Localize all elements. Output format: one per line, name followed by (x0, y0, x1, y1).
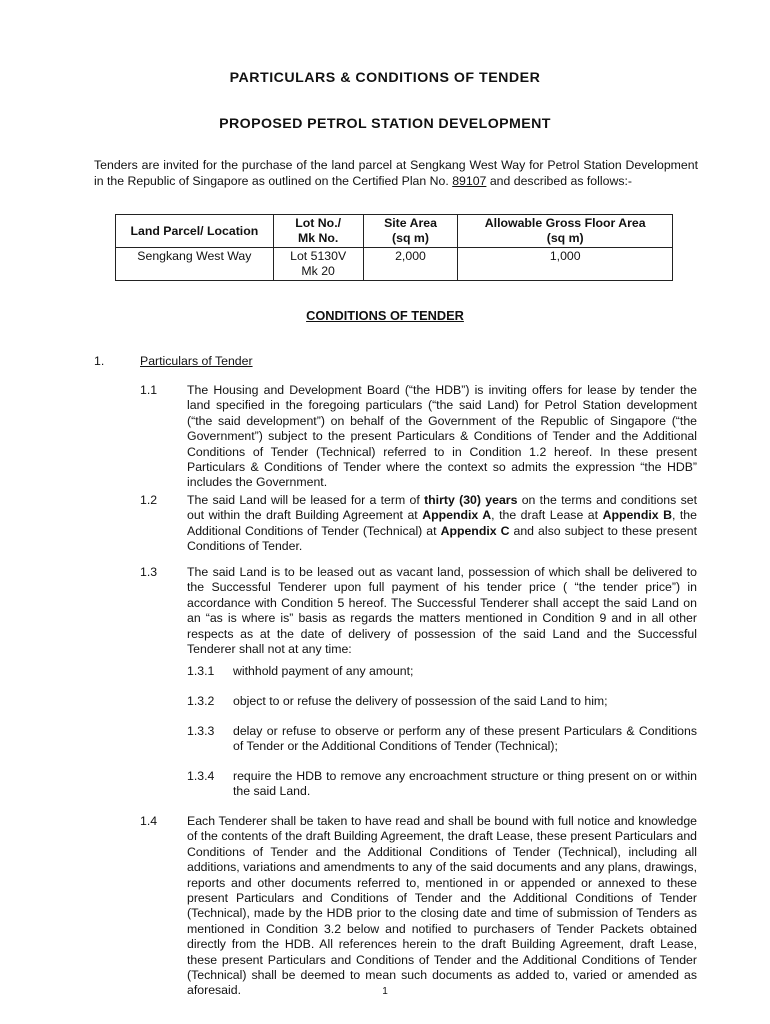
clause-text-1-4: Each Tenderer shall be taken to have read and shall be bound with full notice and knowledge of the contents of the draft Building Agreement, the draft Lease, these present Particulars and Conditions of Tender and the Additional Conditions of Tender (Technical), including all additions, variations and amendments to any of the said documents and any plans, drawings, reports and other documents referred to, mentioned in or appended or annexed to these present Particulars and Conditions of Tender and the Additional Conditions of Tender (Technical), made by the HDB prior to the closing date and time of submission of Tenders as mentioned in Condition 3.2 below and notified to purchasers of Tender Packets obtained directly from the HDB. All references herein to the draft Building Agreement, draft Lease, these present Particulars and Conditions of Tender and the Additional Conditions of Tender (Technical) shall be deemed to mean such documents as added to, varied or amended as aforesaid. (187, 814, 697, 998)
certified-plan-number: 89107 (452, 173, 487, 188)
land-parcel-table (115, 214, 673, 281)
clause-text-1-3-1: withhold payment of any amount; (233, 664, 414, 678)
clause-text-1-3-4: require the HDB to remove any encroachment structure or thing present on or within the said Land. (233, 769, 697, 799)
clause-number-1-3: 1.3 (140, 565, 158, 579)
document-title: PARTICULARS & CONDITIONS OF TENDER (229, 70, 541, 86)
clause-number-1-3-3: 1.3.3 (187, 724, 215, 738)
header-land-parcel: Land Parcel/ Location (116, 215, 274, 248)
clause-number-1-2: 1.2 (140, 493, 158, 507)
clause-number-1-1: 1.1 (140, 383, 158, 397)
cell-lot-no: Lot 5130V Mk 20 (273, 248, 363, 281)
intro-paragraph (94, 158, 698, 189)
header-gross-floor-area: Allowable Gross Floor Area (sq m) (458, 215, 673, 248)
table-row (116, 248, 673, 281)
clause-text-1-2: The said Land will be leased for a term of thirty (30) years on the terms and conditions set out within the draft Building Agreement at Appendix A, the draft Lease at Appendix B, the Additional Conditions of Tender (Technical) at Appendix C and also subject to these present Conditions of Tender. (187, 493, 697, 554)
section-number: 1. (94, 354, 105, 368)
clause-text-1-3: The said Land is to be leased out as vacant land, possession of which shall be delivered to the Successful Tenderer upon full payment of his tender price ( “the tender price”) in accordance with Condition 5 hereof. The Successful Tenderer shall accept the said Land on an “as is where is” basis as regards the matters mentioned in Condition 9 and in all other respects as at the date of delivery of possession of the said Land and the Successful Tenderer shall not at any time: (187, 565, 697, 657)
clause-number-1-3-4: 1.3.4 (187, 769, 215, 783)
clause-number-1-3-2: 1.3.2 (187, 694, 215, 708)
conditions-heading: CONDITIONS OF TENDER (306, 308, 464, 323)
page-number: 1 (382, 986, 388, 997)
header-site-area: Site Area (sq m) (363, 215, 458, 248)
cell-site-area: 2,000 (363, 248, 458, 281)
cell-location: Sengkang West Way (116, 248, 274, 281)
clause-text-1-3-3: delay or refuse to observe or perform any of these present Particulars & Conditions of Tender or the Additional Conditions of Tender (Technical); (233, 724, 697, 754)
document-subtitle: PROPOSED PETROL STATION DEVELOPMENT (219, 116, 551, 132)
cell-gfa: 1,000 (458, 248, 673, 281)
table-header-row (116, 215, 673, 248)
clause-number-1-3-1: 1.3.1 (187, 664, 215, 678)
intro-text-after: and described as follows:- (486, 173, 632, 188)
clause-number-1-4: 1.4 (140, 814, 158, 828)
clause-text-1-1: The Housing and Development Board (“the HDB”) is inviting offers for lease by tender the land specified in the foregoing particulars (“the said Land) for Petrol Station development (“the said development”) on behalf of the Government of the Republic of Singapore (“the Government”) subject to the present Particulars & Conditions of Tender and the Additional Conditions of Tender (Technical) referred to in Condition 1.2 hereof. In these present Particulars & Conditions of Tender where the context so admits the expression “the HDB” includes the Government. (187, 383, 697, 490)
header-lot-no: Lot No./ Mk No. (273, 215, 363, 248)
clause-text-1-3-2: object to or refuse the delivery of possession of the said Land to him; (233, 694, 608, 708)
intro-text-before: Tenders are invited for the purchase of the land parcel at Sengkang West Way for Petrol Station Development in the Republic of Singapore as outlined on the Certified Plan No. (94, 158, 698, 188)
section-title: Particulars of Tender (140, 354, 253, 368)
